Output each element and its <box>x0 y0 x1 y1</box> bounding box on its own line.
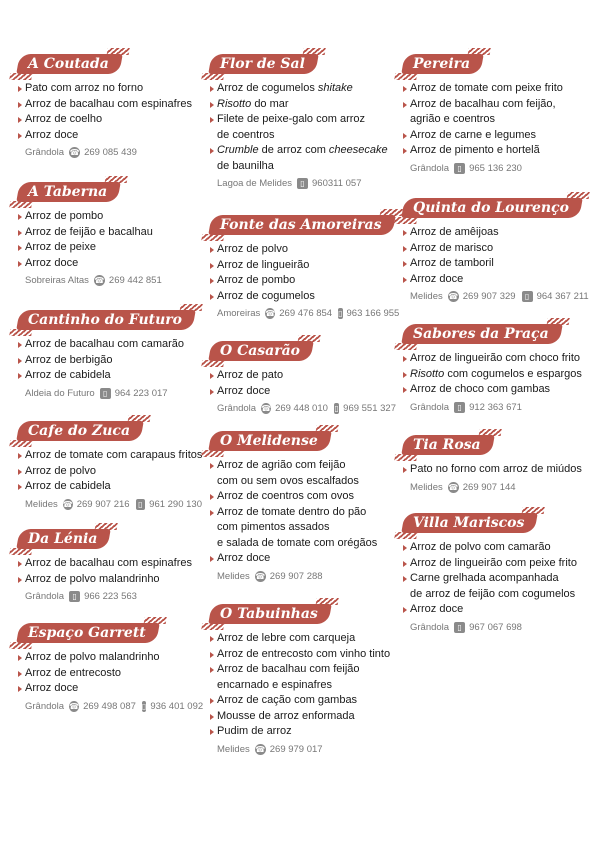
dish-item <box>18 666 206 682</box>
dish-item <box>18 479 206 495</box>
dish-text: Crumble de arroz com cheesecake <box>217 144 388 156</box>
restaurant-block <box>18 52 206 160</box>
contact-line <box>410 289 595 304</box>
dish-item <box>210 505 400 552</box>
dish-item <box>210 258 400 274</box>
dish-text: Arroz doce <box>25 128 79 141</box>
dish-item <box>403 128 595 144</box>
contact-line <box>25 699 206 714</box>
restaurant-block <box>403 433 595 495</box>
restaurant-banner <box>210 52 400 78</box>
dish-item <box>18 97 206 113</box>
dish-item <box>210 551 400 567</box>
dish-item <box>210 81 400 97</box>
dish-text: Arroz de amêijoas <box>410 226 499 238</box>
mobile-icon: ▯ <box>454 163 465 174</box>
dish-text: Arroz de polvo malandrinho <box>25 651 160 663</box>
phone-icon: ☎ <box>255 571 266 581</box>
restaurant-name: Quinta do Lourenço <box>413 200 569 216</box>
dish-text: Pato com arroz no forno <box>25 82 144 94</box>
phone-number[interactable]: 269 448 010 <box>275 403 328 414</box>
dish-list <box>403 81 595 159</box>
contact-line <box>25 386 206 401</box>
contact-line <box>25 497 206 512</box>
restaurant-name: O Melidense <box>220 433 318 449</box>
mobile-icon: ▯ <box>454 402 465 413</box>
contact-line <box>217 569 400 584</box>
mobile-icon: ▯ <box>522 291 533 302</box>
dish-item <box>403 256 595 272</box>
mobile-icon: ▯ <box>338 309 343 318</box>
dish-item <box>403 462 595 478</box>
restaurant-name-ribbon <box>401 513 538 533</box>
dish-text: Arroz de bacalhau com feijão <box>217 663 360 675</box>
dish-text: Arroz de coelho <box>25 113 103 125</box>
dish-item <box>18 112 206 128</box>
dish-list <box>210 81 400 174</box>
dish-item <box>403 556 595 572</box>
dish-text: e salada de tomate com orégãos <box>217 536 378 549</box>
dish-text: Arroz de agrião com feijão <box>217 459 346 471</box>
contact-line <box>410 400 595 415</box>
location: Melides <box>217 570 250 582</box>
location: Melides <box>410 481 443 493</box>
restaurant-banner <box>403 52 595 78</box>
location: Grândola <box>410 621 450 633</box>
dish-text: Arroz de tomate com carapaus fritos <box>25 449 203 461</box>
dish-text: Arroz de choco com gambas <box>410 383 551 395</box>
dish-item <box>403 382 595 398</box>
dish-text: Filete de peixe-galo com arroz <box>217 113 366 125</box>
dish-text: Arroz de bacalhau com camarão <box>25 338 185 350</box>
dish-text: Arroz de bacalhau com feijão, <box>410 97 556 110</box>
dish-item <box>210 458 400 489</box>
location: Grândola <box>25 700 65 712</box>
dish-item <box>18 572 206 588</box>
dish-item <box>18 128 206 144</box>
dish-item <box>210 724 400 740</box>
dish-text: Arroz de entrecosto <box>25 666 122 679</box>
dish-text: Arroz de polvo <box>217 243 288 255</box>
dish-text: Mousse de arroz enformada <box>217 709 355 722</box>
dish-item <box>210 662 400 693</box>
location: Grândola <box>217 403 257 414</box>
dish-text: agrião e coentros <box>410 113 496 125</box>
phone-icon: ☎ <box>94 276 105 285</box>
mobile-icon: ▯ <box>141 701 147 711</box>
restaurant-banner <box>210 339 400 365</box>
restaurant-name: Da Lénia <box>28 531 98 547</box>
restaurant-block <box>403 322 595 415</box>
contact-line <box>410 620 595 635</box>
dish-list <box>403 540 595 618</box>
dish-item <box>403 540 595 556</box>
phone-icon: ☎ <box>448 292 459 301</box>
location: Grândola <box>410 401 450 413</box>
restaurant-name-ribbon <box>208 431 331 451</box>
dish-item <box>210 289 400 305</box>
phone-icon: ☎ <box>69 148 80 157</box>
phone-number[interactable]: 936 401 092 <box>150 700 204 712</box>
restaurant-banner <box>18 52 206 78</box>
location: Amoreiras <box>217 308 261 319</box>
location: Grândola <box>410 162 450 174</box>
location: Sobreiras Altas <box>25 275 89 286</box>
dish-text: de coentros <box>217 128 275 141</box>
contact-line <box>217 306 400 321</box>
dish-item <box>210 112 400 143</box>
restaurant-banner <box>210 213 400 239</box>
dish-text: Arroz de feijão e bacalhau <box>25 225 153 238</box>
dish-item <box>403 571 595 602</box>
dish-text: Arroz de peixe <box>25 241 96 253</box>
restaurant-banner <box>18 621 206 647</box>
restaurant-block <box>18 180 206 288</box>
dish-text: Arroz de bacalhau com espinafres <box>25 557 192 569</box>
dish-text: Arroz de polvo malandrinho <box>25 572 160 585</box>
mobile-icon: ▯ <box>454 622 465 633</box>
dish-item <box>18 368 206 384</box>
location: Melides <box>25 498 58 510</box>
dish-text: Arroz de tomate dentro do pão <box>217 505 367 518</box>
contact-line <box>25 273 206 288</box>
phone-number[interactable]: 969 551 327 <box>343 403 396 414</box>
mobile-icon: ▯ <box>100 388 111 399</box>
restaurant-banner <box>18 180 206 206</box>
dish-list <box>210 242 400 304</box>
restaurant-name: O Tabuinhas <box>220 606 318 622</box>
restaurant-name-ribbon <box>16 421 144 441</box>
location: Melides <box>217 743 250 755</box>
restaurant-name-ribbon <box>16 310 196 330</box>
restaurant-name: Cantinho do Futuro <box>28 312 182 328</box>
dish-text: Arroz de lingueirão com peixe frito <box>410 556 577 569</box>
restaurant-banner <box>18 419 206 445</box>
contact-line <box>25 589 206 604</box>
dish-text: Arroz de tamboril <box>410 257 494 269</box>
dish-item <box>18 337 206 353</box>
restaurant-banner <box>210 602 400 628</box>
dish-text: Arroz de polvo com camarão <box>410 541 551 553</box>
dish-item <box>18 681 206 697</box>
dish-text: Arroz doce <box>217 552 271 564</box>
dish-item <box>403 241 595 257</box>
dish-text: Arroz de pombo <box>25 210 104 222</box>
restaurant-name-ribbon <box>208 54 318 74</box>
restaurant-banner <box>403 511 595 537</box>
dish-item <box>403 81 595 97</box>
dish-text: com ou sem ovos escalfados <box>217 474 359 487</box>
phone-number[interactable]: 964 223 017 <box>114 387 168 399</box>
location: Grândola <box>25 591 65 602</box>
dish-text: Arroz doce <box>25 682 79 694</box>
restaurant-name: Cafe do Zuca <box>28 423 131 439</box>
mobile-icon: ▯ <box>297 178 308 189</box>
dish-text: de baunilha <box>217 159 274 172</box>
dish-text: Arroz de polvo <box>25 464 96 477</box>
restaurant-banner <box>403 433 595 459</box>
restaurant-block <box>210 52 400 191</box>
phone-number[interactable]: 269 907 144 <box>462 481 516 493</box>
restaurant-block <box>210 602 400 757</box>
dish-list <box>18 209 206 271</box>
dish-text: Arroz de pombo <box>217 274 296 286</box>
dish-list <box>403 225 595 287</box>
restaurant-name: Sabores da Praça <box>413 326 549 342</box>
restaurant-banner <box>403 196 595 222</box>
dish-item <box>210 709 400 725</box>
mobile-icon: ▯ <box>136 499 146 510</box>
restaurant-name-ribbon <box>208 341 314 361</box>
dish-item <box>210 631 400 647</box>
phone-icon: ☎ <box>62 499 73 509</box>
dish-text: Arroz de cação com gambas <box>217 694 358 706</box>
restaurant-block <box>210 429 400 584</box>
dish-item <box>18 209 206 225</box>
dish-item <box>18 464 206 480</box>
dish-item <box>403 272 595 288</box>
dish-item <box>210 368 400 384</box>
dish-text: Pato no forno com arroz de miúdos <box>410 463 582 475</box>
restaurant-name-ribbon <box>208 604 331 624</box>
location: Aldeia do Futuro <box>25 387 95 399</box>
dish-item <box>210 242 400 258</box>
restaurant-banner <box>210 429 400 455</box>
contact-line <box>217 742 400 757</box>
restaurant-name-ribbon <box>401 54 484 74</box>
dish-item <box>210 384 400 400</box>
restaurant-name-ribbon <box>16 54 122 74</box>
phone-number[interactable]: 967 067 698 <box>469 621 522 633</box>
dish-text: com pimentos assados <box>217 521 330 533</box>
dish-list <box>18 81 206 143</box>
dish-list <box>210 368 400 399</box>
dish-text: Risotto com cogumelos e espargos <box>410 367 582 380</box>
restaurant-name: Tia Rosa <box>413 437 481 453</box>
dish-list <box>210 458 400 567</box>
restaurant-name: Pereira <box>413 56 471 72</box>
restaurant-name-ribbon <box>208 215 395 235</box>
restaurant-name-ribbon <box>401 324 562 344</box>
restaurant-name-ribbon <box>16 623 159 643</box>
restaurant-name-ribbon <box>16 182 121 202</box>
dish-text: Arroz de carne e legumes <box>410 128 537 141</box>
dish-item <box>18 81 206 97</box>
dish-text: Arroz de tomate com peixe frito <box>410 82 563 94</box>
restaurant-banner <box>18 308 206 334</box>
restaurant-name-ribbon <box>16 529 111 549</box>
dish-text: Arroz doce <box>217 384 271 397</box>
restaurant-block <box>210 213 400 321</box>
phone-number[interactable]: 269 907 329 <box>462 291 516 302</box>
location: Melides <box>410 291 443 302</box>
restaurant-name-ribbon <box>401 198 582 218</box>
dish-text: encarnado e espinafres <box>217 678 333 691</box>
contact-line <box>25 145 206 160</box>
restaurant-banner <box>403 322 595 348</box>
dish-item <box>18 240 206 256</box>
restaurant-name: A Coutada <box>28 56 109 72</box>
dish-text: Risotto do mar <box>217 97 289 110</box>
mobile-icon: ▯ <box>334 404 339 413</box>
phone-icon: ☎ <box>69 701 80 711</box>
dish-text: Pudim de arroz <box>217 725 292 737</box>
dish-list <box>403 462 595 478</box>
dish-item <box>210 143 400 174</box>
dish-item <box>210 693 400 709</box>
dish-list <box>18 650 206 697</box>
dish-item <box>18 556 206 572</box>
phone-number[interactable]: 269 085 439 <box>84 147 137 158</box>
dish-item <box>403 143 595 159</box>
dish-item <box>18 256 206 272</box>
phone-icon: ☎ <box>255 744 266 754</box>
phone-number[interactable]: 960311 057 <box>312 178 362 189</box>
restaurant-name: Fonte das Amoreiras <box>220 217 382 233</box>
restaurant-block <box>210 339 400 416</box>
restaurant-name: O Casarão <box>220 343 301 359</box>
dish-item <box>210 97 400 113</box>
restaurant-block <box>403 196 595 304</box>
dish-list <box>210 631 400 740</box>
dish-text: Carne grelhada acompanhada <box>410 572 559 584</box>
phone-number[interactable]: 269 476 854 <box>279 308 333 319</box>
restaurant-name: Espaço Garrett <box>28 625 146 641</box>
restaurant-name-ribbon <box>401 435 494 455</box>
restaurant-name: Villa Mariscos <box>413 515 525 531</box>
dish-item <box>403 97 595 128</box>
dish-item <box>403 602 595 618</box>
dish-text: Arroz doce <box>25 256 79 269</box>
phone-number[interactable]: 965 136 230 <box>469 162 522 174</box>
dish-text: Arroz de cogumelos <box>217 289 315 302</box>
dish-text: Arroz de entrecosto com vinho tinto <box>217 647 391 660</box>
dish-item <box>18 650 206 666</box>
dish-text: Arroz de lingueirão com choco frito <box>410 352 581 364</box>
restaurant-banner <box>18 527 206 553</box>
dish-text: Arroz de pimento e hortelã <box>410 144 540 156</box>
dish-item <box>18 448 206 464</box>
dish-item <box>403 367 595 383</box>
phone-number[interactable]: 964 367 211 <box>536 291 589 302</box>
phone-icon: ☎ <box>448 482 459 492</box>
phone-number[interactable]: 269 498 087 <box>83 700 136 712</box>
dish-text: Arroz de cabidela <box>25 480 111 492</box>
dish-text: Arroz de coentros com ovos <box>217 490 355 502</box>
contact-line <box>217 176 400 191</box>
contact-line <box>410 480 595 495</box>
dish-text: Arroz doce <box>410 603 464 615</box>
dish-list <box>403 351 595 398</box>
restaurant-block <box>18 419 206 512</box>
dish-item <box>403 225 595 241</box>
dish-item <box>403 351 595 367</box>
dish-item <box>210 647 400 663</box>
dish-text: Arroz de cogumelos shitake <box>217 82 353 94</box>
restaurant-block <box>18 527 206 604</box>
phone-number[interactable]: 966 223 563 <box>84 591 137 602</box>
restaurant-block <box>18 308 206 401</box>
mobile-icon: ▯ <box>69 591 80 602</box>
contact-line <box>217 401 400 416</box>
dish-text: Arroz doce <box>410 272 464 285</box>
dish-list <box>18 448 206 495</box>
phone-number[interactable]: 963 166 955 <box>346 308 400 319</box>
dish-text: Arroz de bacalhau com espinafres <box>25 97 192 110</box>
phone-number[interactable]: 269 979 017 <box>269 743 323 755</box>
dish-item <box>210 273 400 289</box>
restaurant-block <box>18 621 206 714</box>
phone-number[interactable]: 269 907 216 <box>76 498 130 510</box>
phone-number[interactable]: 269 442 851 <box>108 275 162 286</box>
dish-item <box>18 225 206 241</box>
dish-text: Arroz de lingueirão <box>217 258 310 271</box>
dish-text: de arroz de feijão com cogumelos <box>410 587 576 600</box>
dish-text: Arroz de lebre com carqueja <box>217 632 356 644</box>
contact-line <box>410 161 595 176</box>
dish-list <box>18 337 206 384</box>
phone-icon: ☎ <box>261 404 272 413</box>
restaurant-block <box>403 511 595 635</box>
phone-number[interactable]: 912 363 671 <box>469 401 522 413</box>
restaurant-block <box>403 52 595 176</box>
restaurant-name: Flor de Sal <box>220 56 305 72</box>
dish-text: Arroz de berbigão <box>25 353 113 366</box>
dish-item <box>18 353 206 369</box>
dish-text: Arroz de marisco <box>410 241 494 254</box>
phone-icon: ☎ <box>265 309 276 318</box>
phone-number[interactable]: 961 290 130 <box>149 498 202 510</box>
location: Lagoa de Melides <box>217 178 292 189</box>
location: Grândola <box>25 147 65 158</box>
dish-item <box>210 489 400 505</box>
dish-list <box>18 556 206 587</box>
restaurant-name: A Taberna <box>28 184 108 200</box>
dish-text: Arroz de cabidela <box>25 369 111 381</box>
phone-number[interactable]: 269 907 288 <box>269 570 323 582</box>
dish-text: Arroz de pato <box>217 369 284 381</box>
